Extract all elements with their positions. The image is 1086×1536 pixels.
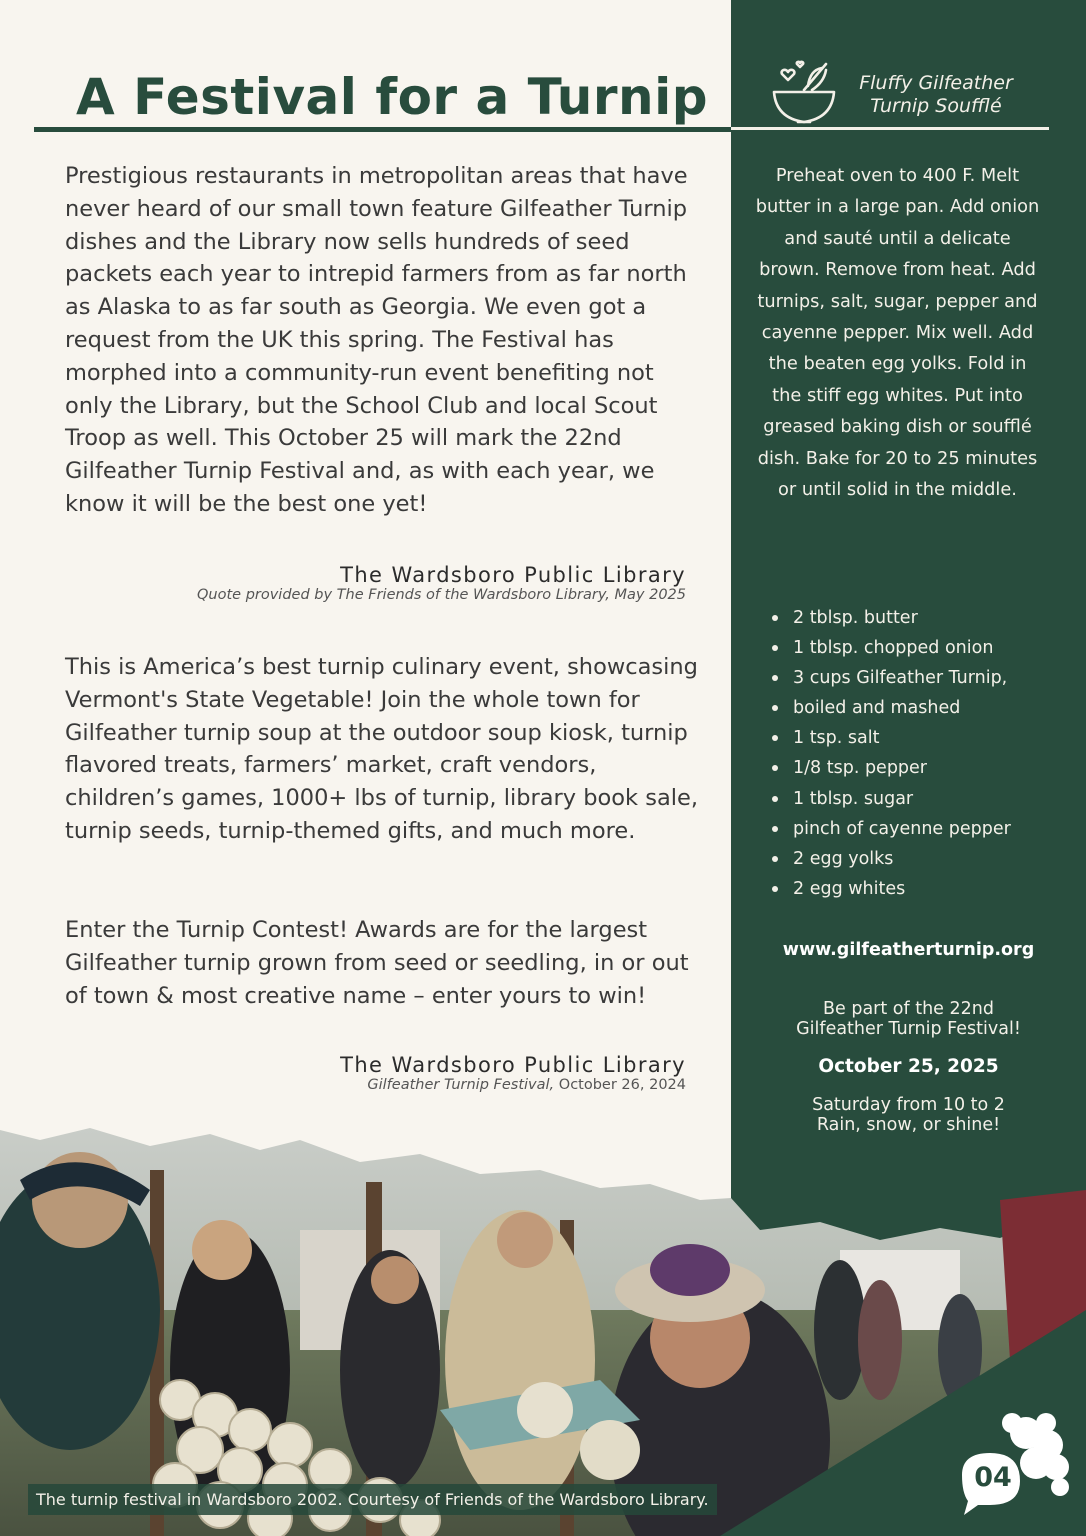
recipe-steps: Preheat oven to 400 F. Melt butter in a large pan. Add onion and sauté until a delicate brown. Remove from heat. Add turnips, salt, sugar, pepper and cayenne pepper. Mix well. Add the beaten egg yolks. Fold in the stiff egg whites. Put into greased baking dish or soufflé dish. Bake for 20 to 25 minutes or until solid in the middle. — [755, 165, 1040, 501]
festival-date: October 25, 2025 — [818, 1056, 999, 1077]
mixing-bowl-whisk-hearts-icon — [768, 60, 840, 132]
attribution-2 — [340, 1053, 686, 1093]
festival-hours: Saturday from 10 to 2 Rain, snow, or shine! — [812, 1095, 1005, 1135]
ingredient-item: 2 tblsp. butter — [770, 603, 1011, 633]
attribution-2-note: Gilfeather Turnip Festival, October 26, 2024 — [367, 1077, 686, 1093]
ingredient-item: 2 egg yolks — [770, 844, 1011, 874]
page-number: 04 — [974, 1462, 1012, 1493]
attribution-1 — [197, 563, 686, 603]
ingredient-item: pinch of cayenne pepper — [770, 814, 1011, 844]
website-link[interactable]: www.gilfeatherturnip.org — [782, 940, 1035, 960]
article-paragraph-3: Enter the Turnip Contest! Awards are for the largest Gilfeather turnip grown from seed or seedling, in or out of town & most creative name – enter yours to win! — [65, 917, 689, 1009]
attribution-1-name: The Wardsboro Public Library — [340, 563, 686, 587]
title-divider — [34, 127, 731, 132]
ingredient-item: boiled and mashed — [770, 693, 1011, 723]
ingredient-list — [770, 603, 1011, 904]
ingredient-item: 1 tblsp. chopped onion — [770, 633, 1011, 663]
article-paragraph-2: This is America’s best turnip culinary event, showcasing Vermont's State Vegetable! Join the whole town for Gilfeather turnip soup at the outdoor soup kiosk, turnip flavored treats, farmers’ market, craft vendors, children’s games, 1000+ lbs of turnip, library book sale, turnip seeds, turnip-themed gifts, and much more. — [65, 654, 698, 844]
festival-cta: Be part of the 22nd Gilfeather Turnip Festival! — [796, 999, 1021, 1039]
photo-caption: The turnip festival in Wardsboro 2002. Courtesy of Friends of the Wardsboro Library. — [28, 1484, 717, 1515]
attribution-2-name: The Wardsboro Public Library — [340, 1053, 686, 1077]
page-title: A Festival for a Turnip — [76, 68, 709, 126]
ingredient-item: 3 cups Gilfeather Turnip, — [770, 663, 1011, 693]
ingredient-item: 2 egg whites — [770, 874, 1011, 904]
attribution-1-note: Quote provided by The Friends of the Wardsboro Library, May 2025 — [197, 587, 686, 603]
article-paragraph-1: Prestigious restaurants in metropolitan areas that have never heard of our small town feature Gilfeather Turnip dishes and the Library now sells hundreds of seed packets each year to intrepid farmers from as far north as Alaska to as far south as Georgia. We even got a request from the UK this spring. The Festival has morphed into a community-run event benefiting not only the Library, but the School Club and local Scout Troop as well. This October 25 will mark the 22nd Gilfeather Turnip Festival and, as with each year, we know it will be the best one yet! — [65, 163, 688, 517]
ingredient-item: 1 tblsp. sugar — [770, 784, 1011, 814]
ingredient-item: 1/8 tsp. pepper — [770, 753, 1011, 783]
ingredient-item: 1 tsp. salt — [770, 723, 1011, 753]
recipe-title: Fluffy Gilfeather Turnip Soufflé — [859, 72, 1013, 117]
festival-photo — [0, 1110, 1086, 1536]
page-number-badge-icon — [948, 1405, 1073, 1515]
